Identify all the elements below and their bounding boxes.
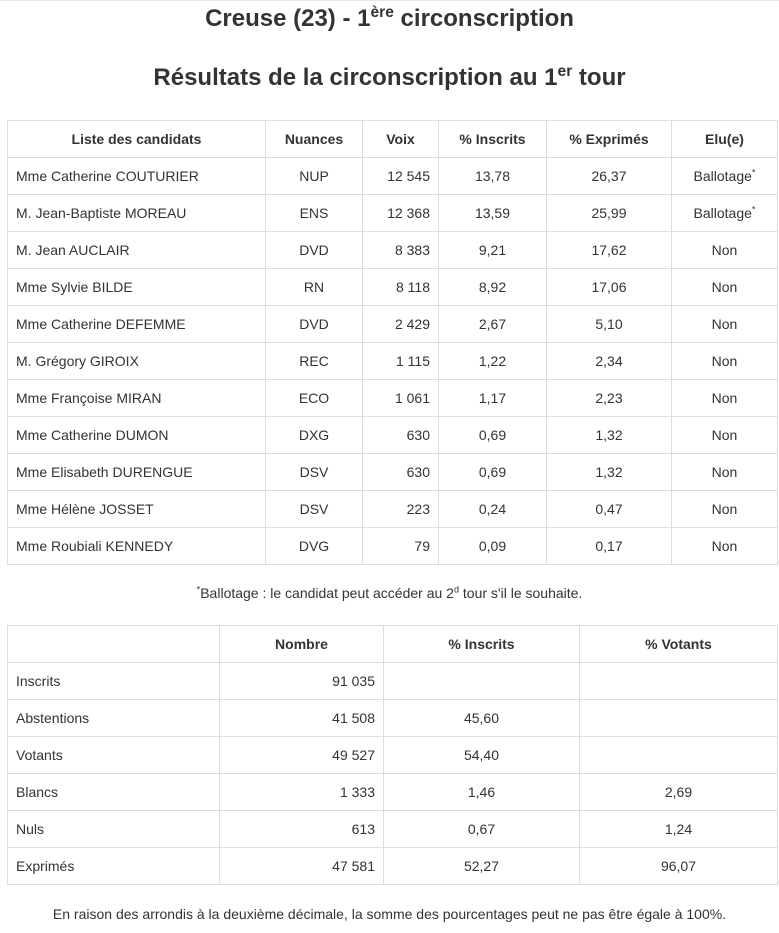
- candidate-elu: [672, 380, 778, 417]
- elu-status: Non: [711, 279, 738, 295]
- summary-nombre: 41 508: [220, 700, 384, 737]
- summary-row: [8, 811, 778, 848]
- summary-nombre: 47 581: [220, 848, 384, 885]
- summary-pct-votants: [580, 737, 778, 774]
- candidate-elu: [672, 454, 778, 491]
- candidate-name: Mme Hélène JOSSET: [8, 491, 266, 528]
- section-title: Résultats de la circonscription au 1er tour: [153, 63, 626, 91]
- summary-nombre: 613: [220, 811, 384, 848]
- elu-status: Non: [711, 242, 738, 258]
- candidates-header-row: [8, 121, 778, 158]
- candidate-nuance: DVD: [266, 306, 363, 343]
- candidate-voix: 1 115: [363, 343, 439, 380]
- candidate-elu: [672, 232, 778, 269]
- candidate-nuance: REC: [266, 343, 363, 380]
- summary-pct-inscrits: 0,67: [384, 811, 580, 848]
- candidate-name: Mme Catherine DEFEMME: [8, 306, 266, 343]
- candidate-voix: 2 429: [363, 306, 439, 343]
- header-pct-votants: % Votants: [580, 626, 778, 663]
- candidate-voix: 630: [363, 454, 439, 491]
- elu-status: Non: [711, 390, 738, 406]
- candidate-name: Mme Françoise MIRAN: [8, 380, 266, 417]
- candidate-nuance: ENS: [266, 195, 363, 232]
- candidate-voix: 8 118: [363, 269, 439, 306]
- candidate-pct-exprimes: 1,32: [547, 454, 672, 491]
- summary-label: Blancs: [8, 774, 220, 811]
- candidate-elu: [672, 269, 778, 306]
- summary-label: Abstentions: [8, 700, 220, 737]
- candidate-row: [8, 343, 778, 380]
- elu-status: Ballotage: [693, 168, 752, 184]
- candidate-row: [8, 195, 778, 232]
- candidate-elu: [672, 417, 778, 454]
- ballotage-note: *Ballotage : le candidat peut accéder au 2$^d$ tour s'il le souhaite.: [196, 584, 583, 601]
- candidate-voix: 1 061: [363, 380, 439, 417]
- candidate-row: [8, 491, 778, 528]
- summary-pct-votants: 1,24: [580, 811, 778, 848]
- page-title: Creuse (23) - 1ère circonscription: [205, 4, 574, 32]
- elu-status: Non: [711, 464, 738, 480]
- summary-row: [8, 700, 778, 737]
- candidate-pct-inscrits: 0,69: [439, 417, 547, 454]
- header-voix: Voix: [363, 121, 439, 158]
- candidate-name: M. Jean AUCLAIR: [8, 232, 266, 269]
- candidate-elu: [672, 528, 778, 565]
- header-nombre: Nombre: [220, 626, 384, 663]
- candidate-pct-inscrits: 1,22: [439, 343, 547, 380]
- candidate-pct-inscrits: 9,21: [439, 232, 547, 269]
- candidate-nuance: DSV: [266, 454, 363, 491]
- candidate-pct-exprimes: 26,37: [547, 158, 672, 195]
- candidate-pct-exprimes: 25,99: [547, 195, 672, 232]
- candidate-name: M. Grégory GIROIX: [8, 343, 266, 380]
- summary-label: Inscrits: [8, 663, 220, 700]
- candidate-elu: [672, 195, 778, 232]
- candidate-pct-inscrits: 8,92: [439, 269, 547, 306]
- summary-pct-votants: 2,69: [580, 774, 778, 811]
- elu-status: Ballotage: [693, 205, 752, 221]
- summary-table: [7, 625, 778, 885]
- candidate-name: Mme Elisabeth DURENGUE: [8, 454, 266, 491]
- candidate-pct-exprimes: 0,17: [547, 528, 672, 565]
- candidate-pct-inscrits: 13,59: [439, 195, 547, 232]
- candidate-pct-inscrits: 0,09: [439, 528, 547, 565]
- candidate-name: M. Jean-Baptiste MOREAU: [8, 195, 266, 232]
- summary-row: [8, 663, 778, 700]
- elu-status: Non: [711, 501, 738, 517]
- summary-pct-inscrits: 45,60: [384, 700, 580, 737]
- elu-status: Non: [711, 353, 738, 369]
- summary-label: Votants: [8, 737, 220, 774]
- candidate-nuance: DXG: [266, 417, 363, 454]
- summary-header-row: [8, 626, 778, 663]
- candidate-pct-inscrits: 2,67: [439, 306, 547, 343]
- candidate-pct-exprimes: 1,32: [547, 417, 672, 454]
- header-elu: Elu(e): [672, 121, 778, 158]
- candidate-pct-inscrits: 0,24: [439, 491, 547, 528]
- top-divider: [0, 0, 779, 1]
- candidate-name: Mme Catherine DUMON: [8, 417, 266, 454]
- candidate-pct-exprimes: 2,23: [547, 380, 672, 417]
- ballotage-mark: *: [751, 204, 756, 215]
- candidate-elu: [672, 158, 778, 195]
- candidate-row: [8, 232, 778, 269]
- summary-nombre: 49 527: [220, 737, 384, 774]
- candidate-pct-inscrits: 1,17: [439, 380, 547, 417]
- summary-row: [8, 848, 778, 885]
- summary-nombre: 91 035: [220, 663, 384, 700]
- candidate-elu: [672, 343, 778, 380]
- summary-pct-inscrits: 52,27: [384, 848, 580, 885]
- candidate-row: [8, 528, 778, 565]
- summary-label: Nuls: [8, 811, 220, 848]
- candidate-nuance: RN: [266, 269, 363, 306]
- header-empty: [8, 626, 220, 663]
- summary-pct-votants: [580, 700, 778, 737]
- elu-status: Non: [711, 538, 738, 554]
- summary-pct-inscrits: 1,46: [384, 774, 580, 811]
- candidate-nuance: DSV: [266, 491, 363, 528]
- candidate-row: [8, 306, 778, 343]
- header-pct-inscrits: % Inscrits: [384, 626, 580, 663]
- candidate-pct-inscrits: 0,69: [439, 454, 547, 491]
- candidate-row: [8, 454, 778, 491]
- rounding-footnote: En raison des arrondis à la deuxième décimale, la somme des pourcentages peut ne pas être égale à 100%.: [52, 906, 727, 922]
- candidate-voix: 630: [363, 417, 439, 454]
- candidate-voix: 8 383: [363, 232, 439, 269]
- candidate-pct-exprimes: 17,62: [547, 232, 672, 269]
- candidate-nuance: DVD: [266, 232, 363, 269]
- ballotage-mark: *: [751, 167, 756, 178]
- candidate-name: Mme Catherine COUTURIER: [8, 158, 266, 195]
- candidate-name: Mme Roubiali KENNEDY: [8, 528, 266, 565]
- candidate-row: [8, 269, 778, 306]
- summary-pct-votants: [580, 663, 778, 700]
- candidate-pct-inscrits: 13,78: [439, 158, 547, 195]
- candidate-voix: 223: [363, 491, 439, 528]
- candidate-row: [8, 158, 778, 195]
- candidate-row: [8, 417, 778, 454]
- summary-pct-votants: 96,07: [580, 848, 778, 885]
- summary-nombre: 1 333: [220, 774, 384, 811]
- header-nuances: Nuances: [266, 121, 363, 158]
- header-pct-exprimes: % Exprimés: [547, 121, 672, 158]
- elu-status: Non: [711, 427, 738, 443]
- candidate-pct-exprimes: 2,34: [547, 343, 672, 380]
- candidate-nuance: NUP: [266, 158, 363, 195]
- summary-label: Exprimés: [8, 848, 220, 885]
- candidate-voix: 79: [363, 528, 439, 565]
- candidate-voix: 12 368: [363, 195, 439, 232]
- candidate-pct-exprimes: 5,10: [547, 306, 672, 343]
- header-candidates: Liste des candidats: [8, 121, 266, 158]
- candidate-pct-exprimes: 0,47: [547, 491, 672, 528]
- candidate-voix: 12 545: [363, 158, 439, 195]
- candidate-nuance: DVG: [266, 528, 363, 565]
- candidates-table: [7, 120, 778, 565]
- summary-row: [8, 774, 778, 811]
- candidate-pct-exprimes: 17,06: [547, 269, 672, 306]
- candidate-row: [8, 380, 778, 417]
- candidate-nuance: ECO: [266, 380, 363, 417]
- header-pct-inscrits: % Inscrits: [439, 121, 547, 158]
- summary-pct-inscrits: [384, 663, 580, 700]
- summary-row: [8, 737, 778, 774]
- candidate-elu: [672, 306, 778, 343]
- summary-pct-inscrits: 54,40: [384, 737, 580, 774]
- elu-status: Non: [711, 316, 738, 332]
- candidate-elu: [672, 491, 778, 528]
- candidate-name: Mme Sylvie BILDE: [8, 269, 266, 306]
